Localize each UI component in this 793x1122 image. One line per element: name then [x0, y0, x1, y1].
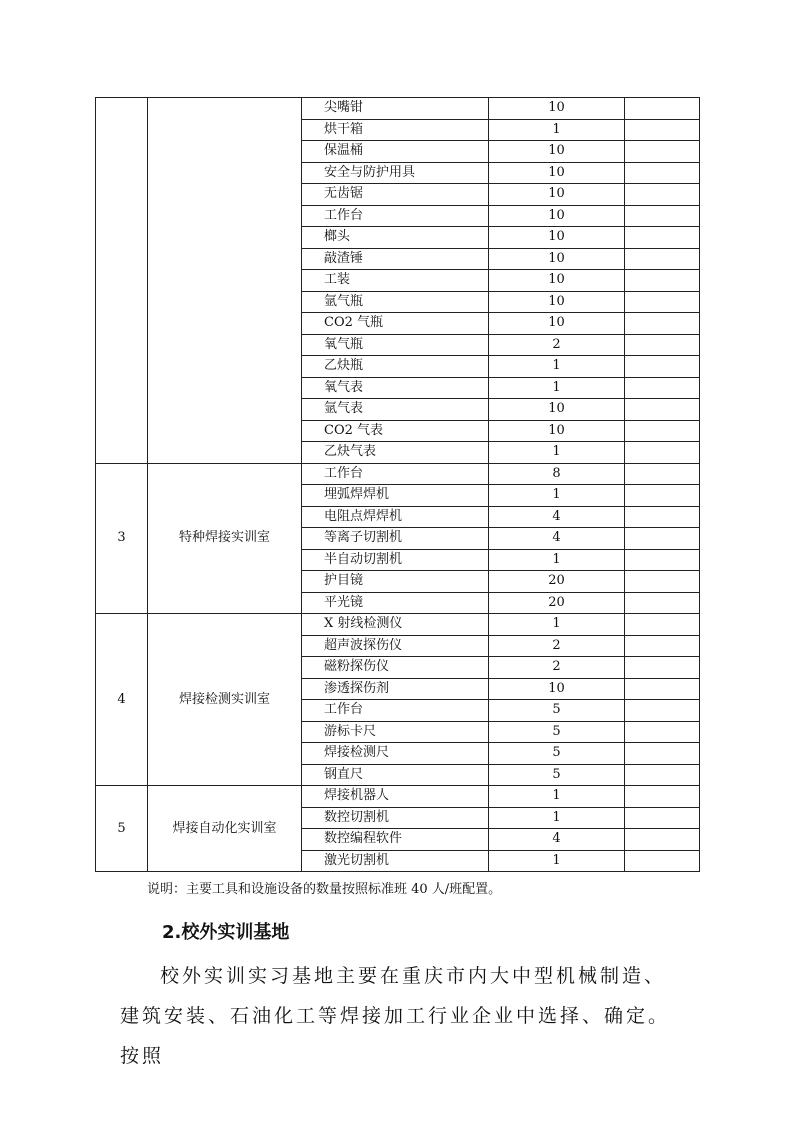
equipment-name-cell: 数控编程软件 [302, 829, 489, 851]
remark-cell [625, 614, 700, 636]
equipment-name-cell: 激光切割机 [302, 850, 489, 872]
equipment-name-cell: 工作台 [302, 463, 489, 485]
equipment-name-cell: 工作台 [302, 700, 489, 722]
equipment-name-cell: 护目镜 [302, 571, 489, 593]
quantity-cell: 1 [489, 119, 625, 141]
equipment-name-cell: 焊接检测尺 [302, 743, 489, 765]
remark-cell [625, 764, 700, 786]
quantity-cell: 10 [489, 678, 625, 700]
quantity-cell: 1 [489, 549, 625, 571]
remark-cell [625, 528, 700, 550]
quantity-cell: 10 [489, 162, 625, 184]
remark-cell [625, 205, 700, 227]
quantity-cell: 10 [489, 248, 625, 270]
quantity-cell: 5 [489, 743, 625, 765]
equipment-name-cell: 烘干箱 [302, 119, 489, 141]
quantity-cell: 4 [489, 829, 625, 851]
room-name-cell: 焊接自动化实训室 [148, 786, 302, 872]
equipment-name-cell: X 射线检测仪 [302, 614, 489, 636]
equipment-name-cell: 等离子切割机 [302, 528, 489, 550]
quantity-cell: 1 [489, 377, 625, 399]
quantity-cell: 4 [489, 528, 625, 550]
quantity-cell: 8 [489, 463, 625, 485]
quantity-cell: 20 [489, 592, 625, 614]
quantity-cell: 1 [489, 850, 625, 872]
quantity-cell: 1 [489, 614, 625, 636]
remark-cell [625, 184, 700, 206]
equipment-name-cell: CO2 气瓶 [302, 313, 489, 335]
quantity-cell: 5 [489, 721, 625, 743]
remark-cell [625, 592, 700, 614]
equipment-name-cell: CO2 气表 [302, 420, 489, 442]
quantity-cell: 1 [489, 786, 625, 808]
remark-cell [625, 313, 700, 335]
quantity-cell: 4 [489, 506, 625, 528]
equipment-name-cell: 半自动切割机 [302, 549, 489, 571]
remark-cell [625, 506, 700, 528]
equipment-name-cell: 电阻点焊焊机 [302, 506, 489, 528]
remark-cell [625, 635, 700, 657]
remark-cell [625, 334, 700, 356]
remark-cell [625, 549, 700, 571]
equipment-name-cell: 氧气瓶 [302, 334, 489, 356]
quantity-cell: 10 [489, 313, 625, 335]
equipment-name-cell: 工装 [302, 270, 489, 292]
remark-cell [625, 270, 700, 292]
quantity-cell: 1 [489, 807, 625, 829]
table-note: 说明：主要工具和设施设备的数量按照标准班 40 人/班配置。 [147, 882, 502, 897]
quantity-cell: 10 [489, 141, 625, 163]
equipment-name-cell: 尖嘴钳 [302, 98, 489, 120]
quantity-cell: 20 [489, 571, 625, 593]
room-number-cell: 5 [96, 786, 148, 872]
remark-cell [625, 829, 700, 851]
equipment-name-cell: 无齿锯 [302, 184, 489, 206]
quantity-cell: 10 [489, 98, 625, 120]
table-row [96, 786, 700, 808]
body-paragraph: 校外实训实习基地主要在重庆市内大中型机械制造、建筑安装、石油化工等焊接加工行业企业中选择、确定。按照 [120, 965, 671, 1067]
equipment-name-cell: 数控切割机 [302, 807, 489, 829]
quantity-cell: 10 [489, 184, 625, 206]
quantity-cell: 5 [489, 700, 625, 722]
remark-cell [625, 657, 700, 679]
quantity-cell: 2 [489, 334, 625, 356]
equipment-name-cell: 氩气瓶 [302, 291, 489, 313]
quantity-cell: 2 [489, 657, 625, 679]
remark-cell [625, 850, 700, 872]
remark-cell [625, 786, 700, 808]
remark-cell [625, 743, 700, 765]
quantity-cell: 1 [489, 356, 625, 378]
equipment-name-cell: 工作台 [302, 205, 489, 227]
equipment-name-cell: 渗透探伤剂 [302, 678, 489, 700]
equipment-name-cell: 乙炔气表 [302, 442, 489, 464]
remark-cell [625, 248, 700, 270]
quantity-cell: 10 [489, 270, 625, 292]
remark-cell [625, 377, 700, 399]
remark-cell [625, 571, 700, 593]
equipment-name-cell: 游标卡尺 [302, 721, 489, 743]
equipment-name-cell: 安全与防护用具 [302, 162, 489, 184]
room-number-cell: 3 [96, 463, 148, 614]
quantity-cell: 2 [489, 635, 625, 657]
room-name-cell: 焊接检测实训室 [148, 614, 302, 786]
equipment-name-cell: 磁粉探伤仪 [302, 657, 489, 679]
remark-cell [625, 291, 700, 313]
equipment-name-cell: 焊接机器人 [302, 786, 489, 808]
remark-cell [625, 98, 700, 120]
remark-cell [625, 356, 700, 378]
remark-cell [625, 119, 700, 141]
remark-cell [625, 678, 700, 700]
remark-cell [625, 399, 700, 421]
remark-cell [625, 227, 700, 249]
quantity-cell: 10 [489, 420, 625, 442]
equipment-name-cell: 榔头 [302, 227, 489, 249]
remark-cell [625, 721, 700, 743]
remark-cell [625, 485, 700, 507]
table-row [96, 614, 700, 636]
room-number-cell: 4 [96, 614, 148, 786]
remark-cell [625, 141, 700, 163]
remark-cell [625, 442, 700, 464]
remark-cell [625, 463, 700, 485]
room-name-cell: 特种焊接实训室 [148, 463, 302, 614]
equipment-name-cell: 保温桶 [302, 141, 489, 163]
equipment-name-cell: 氩气表 [302, 399, 489, 421]
equipment-name-cell: 敲渣锤 [302, 248, 489, 270]
room-name-cell [148, 98, 302, 464]
equipment-name-cell: 氧气表 [302, 377, 489, 399]
equipment-table [95, 97, 700, 872]
equipment-name-cell: 钢直尺 [302, 764, 489, 786]
quantity-cell: 5 [489, 764, 625, 786]
remark-cell [625, 807, 700, 829]
remark-cell [625, 420, 700, 442]
equipment-name-cell: 超声波探伤仪 [302, 635, 489, 657]
quantity-cell: 10 [489, 399, 625, 421]
equipment-name-cell: 埋弧焊焊机 [302, 485, 489, 507]
equipment-name-cell: 乙炔瓶 [302, 356, 489, 378]
quantity-cell: 10 [489, 205, 625, 227]
table-row [96, 98, 700, 120]
equipment-name-cell: 平光镜 [302, 592, 489, 614]
quantity-cell: 10 [489, 227, 625, 249]
quantity-cell: 1 [489, 485, 625, 507]
quantity-cell: 10 [489, 291, 625, 313]
table-row [96, 463, 700, 485]
remark-cell [625, 162, 700, 184]
room-number-cell [96, 98, 148, 464]
remark-cell [625, 700, 700, 722]
section-heading: 2.校外实训基地 [162, 922, 290, 943]
quantity-cell: 1 [489, 442, 625, 464]
